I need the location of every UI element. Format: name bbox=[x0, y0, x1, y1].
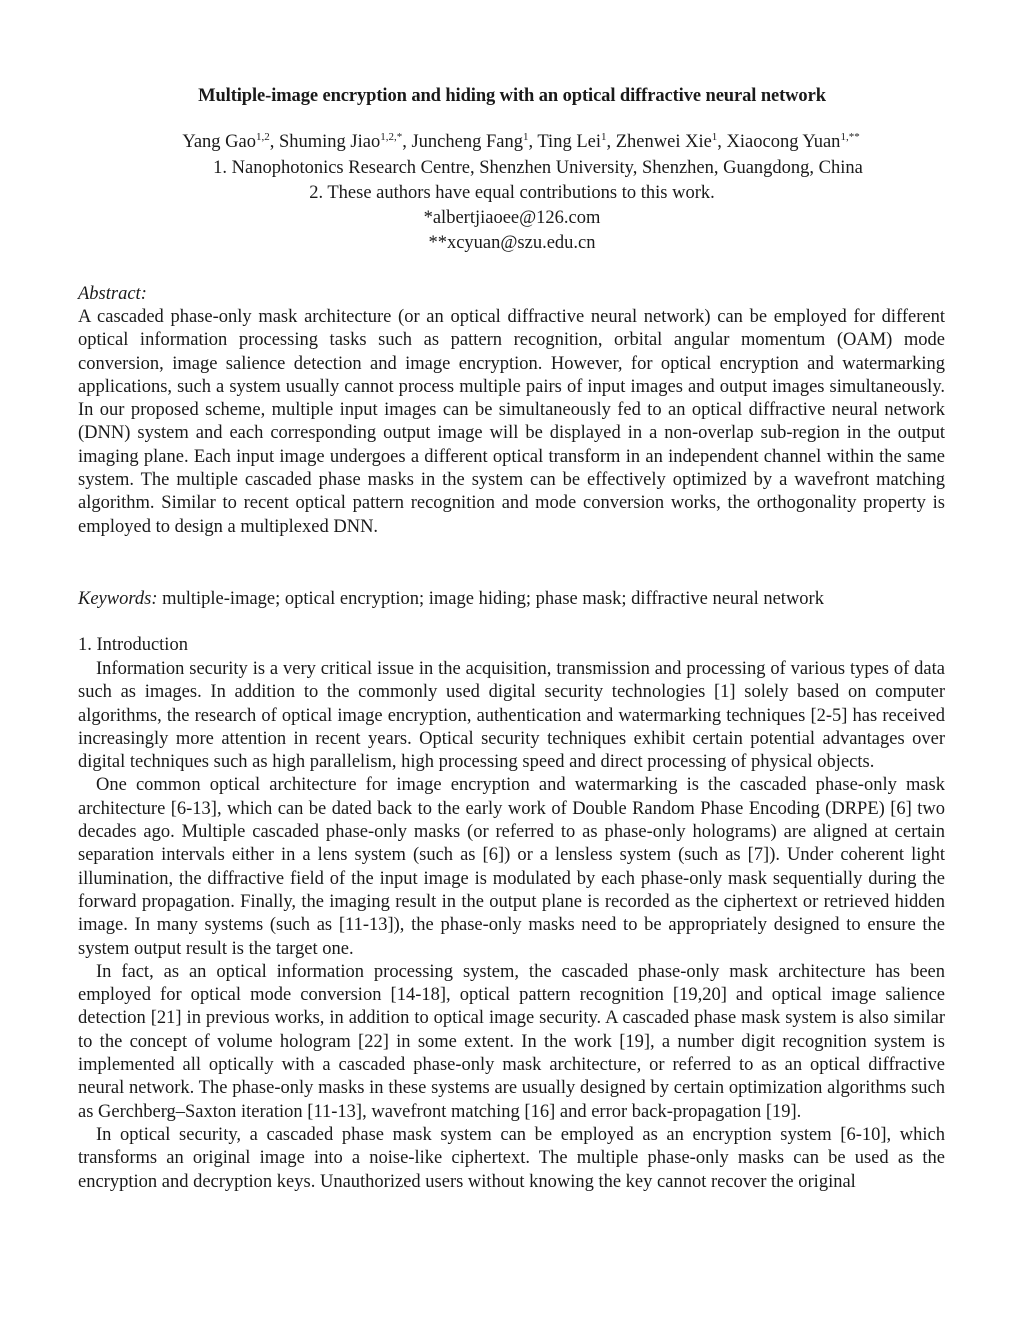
affiliation-2: 2. These authors have equal contributions to this work. bbox=[309, 183, 715, 203]
corresponding-email-1: *albertjiaoee@126.com bbox=[423, 208, 601, 228]
intro-paragraph-1: Information security is a very critical issue in the acquisition, transmission and processing of various types of data such as images. In addition to the commonly used digital security technologies [1] solely based on computer algorithms, the research of optical image encryption, authentication and watermarking techniques [2-5] has received increasingly more attention in recent years. Optical security techniques exhibit certain potential advantages over digital techniques such as high parallelism, high processing speed and direct processing of physical objects. bbox=[78, 659, 945, 773]
author-name: Shuming Jiao bbox=[278, 132, 381, 152]
author-affiliation-mark: 1 bbox=[600, 131, 607, 143]
author-affiliation-mark: 1,** bbox=[840, 131, 860, 143]
author-list bbox=[0, 130, 1024, 154]
author-name: Zhenwei Xie bbox=[615, 132, 712, 152]
introduction-body bbox=[78, 658, 945, 1194]
corresponding-email-2: **xcyuan@szu.edu.cn bbox=[428, 233, 596, 253]
author-name: Juncheng Fang bbox=[411, 132, 523, 152]
author-separator: , bbox=[528, 132, 538, 152]
intro-paragraph-3: In fact, as an optical information processing system, the cascaded phase-only mask architecture has been employed for optical mode conversion [14-18], optical pattern recognition [19,20] and optical image salience detection [21] in previous works, in addition to optical image security. A cascaded phase mask system is also similar to the concept of volume hologram [22] in some extent. In the work [19], a number digit recognition system is implemented all optically with a cascaded phase-only mask architecture, or referred to as an optical diffractive neural network. The phase-only masks in these systems are usually designed by certain optimization algorithms such as Gerchberg–Saxton iteration [11-13], wavefront matching [16] and error back-propagation [19]. bbox=[78, 961, 945, 1122]
section-heading-introduction: 1. Introduction bbox=[78, 635, 188, 655]
author-separator: , bbox=[606, 132, 616, 152]
author-name: Xiaocong Yuan bbox=[726, 132, 841, 152]
author-separator: , bbox=[717, 132, 727, 152]
author-affiliation-mark: 1 bbox=[522, 131, 529, 143]
keywords-label: Keywords: bbox=[78, 589, 158, 609]
paper-title: Multiple-image encryption and hiding with an optical diffractive neural network bbox=[198, 86, 826, 106]
author-separator: , bbox=[402, 132, 412, 152]
keywords-text: multiple-image; optical encryption; image hiding; phase mask; diffractive neural network bbox=[157, 589, 824, 609]
author-affiliation-mark: 1,2 bbox=[255, 131, 270, 143]
keywords-line bbox=[78, 588, 945, 611]
author-name: Yang Gao bbox=[182, 132, 256, 152]
affiliation-1: 1. Nanophotonics Research Centre, Shenzhen University, Shenzhen, Guangdong, China bbox=[213, 158, 863, 178]
author-affiliation-mark: 1 bbox=[711, 131, 718, 143]
abstract-label: Abstract: bbox=[78, 284, 147, 304]
author-affiliation-mark: 1,2,* bbox=[380, 131, 403, 143]
abstract-text: A cascaded phase-only mask architecture (or an optical diffractive neural network) can be employed for different optical information processing tasks such as pattern recognition, orbital angular momentum (OAM) mode conversion, image salience detection and image encryption. However, for optical encryption and watermarking applications, such a system usually cannot process multiple pairs of input images and output images simultaneously. In our proposed scheme, multiple input images can be simultaneously fed to an optical diffractive neural network (DNN) system and each corresponding output image will be displayed in a non-overlap sub-region in the output imaging plane. Each input image undergoes a different optical transform in an independent channel within the same system. The multiple cascaded phase masks in the system can be effectively optimized by a wavefront matching algorithm. Similar to recent optical pattern recognition and mode conversion works, the orthogonality property is employed to design a multiplexed DNN. bbox=[78, 307, 945, 537]
intro-paragraph-4: In optical security, a cascaded phase mask system can be employed as an encryption system [6-10], which transforms an original image into a noise-like ciphertext. The multiple phase-only masks can be used as the encryption and decryption keys. Unauthorized users without knowing the key cannot recover the original bbox=[78, 1124, 945, 1192]
author-separator: , bbox=[269, 132, 279, 152]
intro-paragraph-2: One common optical architecture for image encryption and watermarking is the cascaded phase-only mask architecture [6-13], which can be dated back to the early work of Double Random Phase Encoding (DRPE) [6] two decades ago. Multiple cascaded phase-only masks (or referred to as phase-only holograms) are aligned at certain separation intervals either in a lens system (such as [6]) or a lensless system (such as [7]). Under coherent light illumination, the diffractive field of the input image is modulated by each phase-only mask sequentially during the forward propagation. Finally, the imaging result in the output plane is recorded as the ciphertext or retrieved hidden image. In many systems (such as [11-13]), the phase-only masks need to be appropriately designed to ensure the system output result is the target one. bbox=[78, 775, 945, 959]
author-name: Ting Lei bbox=[537, 132, 601, 152]
